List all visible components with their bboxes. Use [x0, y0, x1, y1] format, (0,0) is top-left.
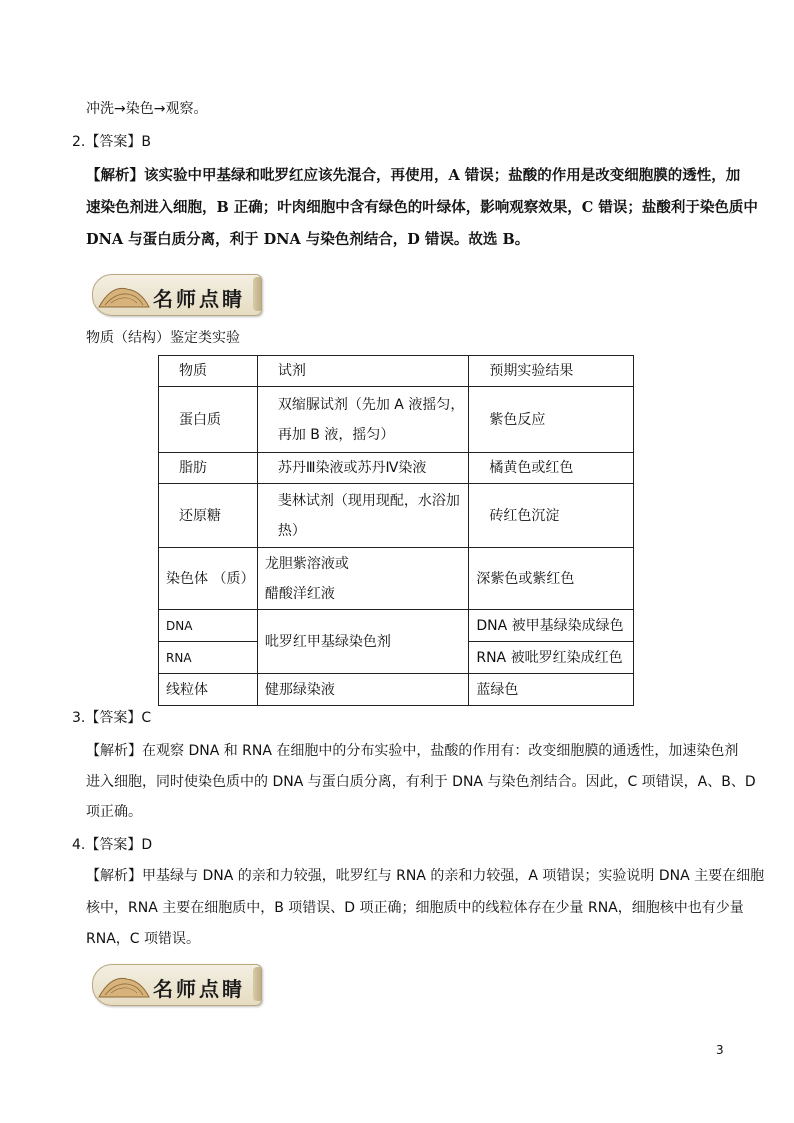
cell-reagent-line: 再加 B 液，摇匀） [277, 426, 395, 443]
cell-result: RNA 被吡罗红染成红色 [469, 642, 634, 674]
cell-reagent-line: 双缩脲试剂（先加 A 液摇匀， [277, 396, 465, 413]
cell-reagent [257, 484, 469, 548]
cell-result: 深紫色或紫红色 [469, 548, 634, 610]
q3-analysis-line-2: 进入细胞，同时使染色质中的 DNA 与蛋白质分离，有利于 DNA 与染色剂结合。因此，C 项错误，A、B、D [86, 774, 756, 790]
cell-substance: 线粒体 [159, 674, 258, 706]
q4-analysis-line-3: RNA，C 项错误。 [86, 931, 201, 947]
cell-reagent [257, 387, 469, 453]
cell-substance: 染色体 （质） [159, 548, 258, 610]
q4-analysis-line-1: 【解析】甲基绿与 DNA 的亲和力较强，吡罗红与 RNA 的亲和力较强，A 项错误；实验说明 DNA 主要在细胞 [86, 868, 765, 884]
continuation-text: 冲洗→染色→观察。 [86, 101, 208, 117]
cell-reagent-line: 斐林试剂（现用现配，水浴加 [277, 492, 460, 509]
header-reagent: 试剂 [257, 356, 469, 387]
cell-reagent: 吡罗红甲基绿染色剂 [257, 610, 469, 674]
table-row [159, 453, 634, 484]
banner-label: 名师点睛 [153, 287, 245, 311]
table-row [159, 610, 634, 642]
cell-result: 橘黄色或红色 [469, 453, 634, 484]
cell-reagent-line: 热） [277, 522, 306, 539]
q2-analysis-line-2: 速染色剂进入细胞，B 正确；叶肉细胞中含有绿色的叶绿体，影响观察效果，C 错误；盐酸利于染色质中 [86, 199, 758, 216]
teacher-tip-banner [92, 964, 262, 1006]
cell-substance: RNA [159, 642, 258, 674]
q3-analysis-line-1: 【解析】在观察 DNA 和 RNA 在细胞中的分布实验中，盐酸的作用有：改变细胞膜的通透性，加速染色剂 [86, 743, 739, 759]
teacher-tip-banner [92, 274, 262, 316]
q4-answer: 4.【答案】D [72, 837, 153, 853]
q3-answer: 3.【答案】C [72, 710, 152, 726]
q3-analysis-line-3: 项正确。 [86, 804, 142, 820]
cell-reagent: 健那绿染液 [257, 674, 469, 706]
cell-reagent: 苏丹Ⅲ染液或苏丹Ⅳ染液 [257, 453, 469, 484]
page-number: 3 [716, 1043, 724, 1057]
table-row [159, 548, 634, 610]
cell-reagent [257, 548, 469, 610]
scroll-sand-icon [97, 969, 151, 1001]
cell-result: 砖红色沉淀 [469, 484, 634, 548]
cell-substance: 蛋白质 [159, 387, 258, 453]
header-substance: 物质 [159, 356, 258, 387]
table-row [159, 484, 634, 548]
header-result: 预期实验结果 [469, 356, 634, 387]
cell-result: DNA 被甲基绿染成绿色 [469, 610, 634, 642]
banner-label: 名师点睛 [153, 977, 245, 1001]
cell-result: 蓝绿色 [469, 674, 634, 706]
table-header-row [159, 356, 634, 387]
cell-reagent-line: 醋酸洋红液 [264, 585, 335, 602]
scroll-sand-icon [97, 279, 151, 311]
q2-analysis-line-1: 【解析】该实验中甲基绿和吡罗红应该先混合，再使用，A 错误；盐酸的作用是改变细胞膜的透性，加 [86, 167, 741, 184]
cell-substance: 还原糖 [159, 484, 258, 548]
table-title: 物质（结构）鉴定类实验 [86, 330, 240, 346]
scroll-end [253, 967, 262, 1001]
q2-answer: 2.【答案】B [72, 134, 151, 150]
cell-substance: 脂肪 [159, 453, 258, 484]
cell-reagent-line: 龙胆紫溶液或 [264, 555, 349, 572]
q4-analysis-line-2: 核中，RNA 主要在细胞质中，B 项错误、D 项正确；细胞质中的线粒体存在少量 RNA，细胞核中也有少量 [86, 900, 744, 916]
scroll-end [253, 277, 262, 311]
q2-analysis-line-3: DNA 与蛋白质分离，利于 DNA 与染色剂结合，D 错误。故选 B。 [86, 231, 530, 248]
table-row [159, 387, 634, 453]
table-row [159, 674, 634, 706]
cell-substance: DNA [159, 610, 258, 642]
identification-table [158, 355, 634, 706]
cell-result: 紫色反应 [469, 387, 634, 453]
